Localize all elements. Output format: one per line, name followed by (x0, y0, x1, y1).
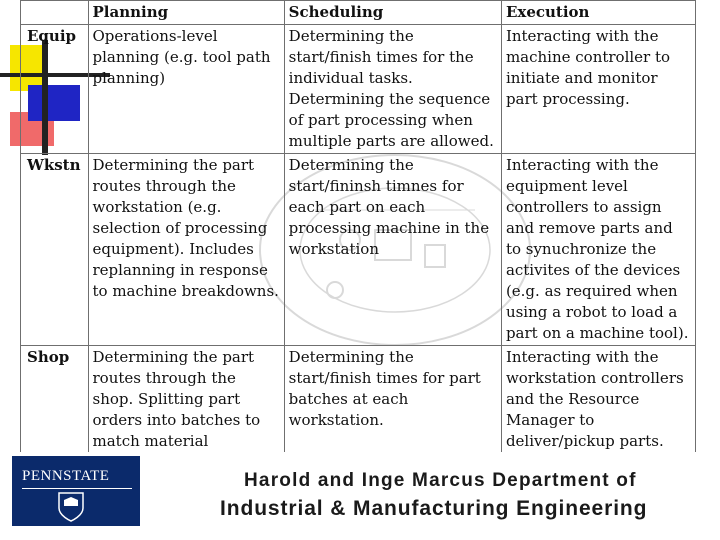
planning-matrix-table (20, 0, 696, 516)
header-scheduling: Scheduling (284, 1, 501, 25)
row-label-shop: Shop (21, 346, 89, 517)
logo-divider (22, 488, 132, 489)
table-header-row (21, 1, 696, 25)
cell-shop-scheduling: Determining the start/finish times for part batches at each workstation. (284, 346, 501, 517)
cell-equip-planning: Operations-level planning (e.g. tool path planning) (88, 25, 284, 154)
department-name-line2: Industrial & Manufacturing Engineering (220, 497, 648, 520)
cell-equip-execution: Interacting with the machine controller to initiate and monitor part processing. (501, 25, 695, 154)
shield-icon (58, 492, 84, 522)
cell-wkstn-execution: Interacting with the equipment level controllers to assign and remove parts and to synuchronize the activites of the devices (e.g. as required when using a robot to load a part on a machine tool). (501, 154, 695, 346)
row-label-equip: Equip (21, 25, 89, 154)
cell-wkstn-planning: Determining the part routes through the workstation (e.g. selection of processing equipment). Includes replanning in response to machine breakdowns. (88, 154, 284, 346)
department-name-line1: Harold and Inge Marcus Department of (244, 470, 637, 491)
header-planning: Planning (88, 1, 284, 25)
cell-shop-execution: Interacting with the workstation controllers and the Resource Manager to deliver/pickup parts. (501, 346, 695, 517)
header-execution: Execution (501, 1, 695, 25)
pennstate-wordmark: PENNSTATE (22, 468, 110, 484)
cell-equip-scheduling: Determining the start/finish times for the individual tasks. Determining the sequence of part processing when multiple parts are allowed. (284, 25, 501, 154)
pennstate-logo (12, 456, 140, 526)
cell-wkstn-scheduling: Determining the start/fininsh timnes for each part on each processing machine in the workstation (284, 154, 501, 346)
header-corner (21, 1, 89, 25)
row-label-wkstn: Wkstn (21, 154, 89, 346)
cell-shop-planning: Determining the part routes through the shop. Splitting part orders into batches to match material (88, 346, 284, 517)
table-row (21, 25, 696, 154)
table-row (21, 154, 696, 346)
